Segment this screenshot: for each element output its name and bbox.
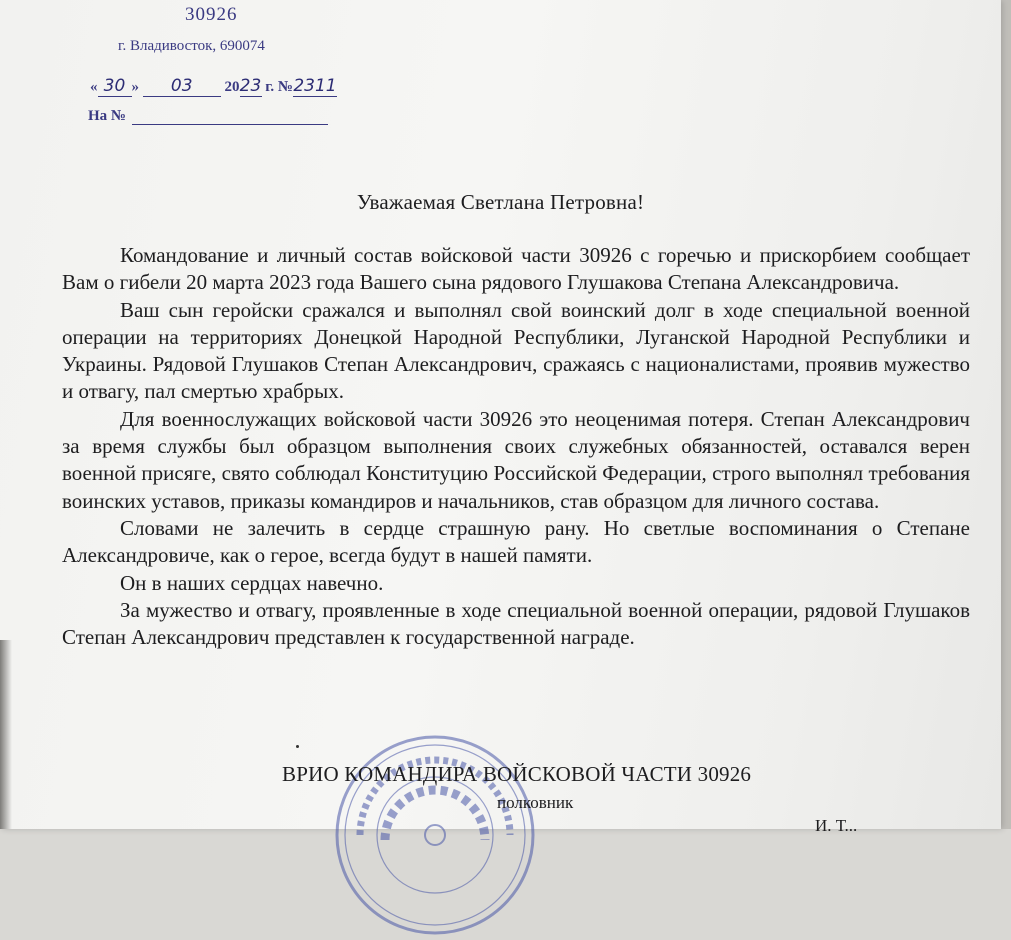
date-year-suffix: 23 xyxy=(239,76,262,96)
letter-greeting: Уважаемая Светлана Петровна! xyxy=(356,190,645,214)
signatory-rank: полковник xyxy=(497,793,574,812)
letterhead-date-line: « 30 » 03 2023 г. №2311 xyxy=(90,76,337,96)
outgoing-number: 2311 xyxy=(293,76,337,96)
body-paragraph: Ваш сын геройски сражался и выполнял свой воинский долг в ходе специальной военной операции на территориях Донецкой Народной Республики, Луганской Народной Республики и Украины. Рядовой Глушаков Степан Александрович, сражаясь с националистами, проявив мужество и отвагу, пал смертью храбрых. xyxy=(62,297,970,404)
letterhead-city: г. Владивосток, 690074 xyxy=(118,38,265,54)
letter-body xyxy=(62,242,970,651)
ink-dot xyxy=(296,745,299,748)
signatory-title: ВРИО КОМАНДИРА ВОЙСКОВОЙ ЧАСТИ 30926 xyxy=(282,762,752,786)
body-paragraph: Для военнослужащих войсковой части 30926 это неоценимая потеря. Степан Александрович за время службы был образцом выполнения своих служебных обязанностей, оставался верен военной присяге, свято соблюдал Конституцию Российской Федерации, строго выполнял требования воинских уставов, приказы командиров и начальников, став образцом для личного состава. xyxy=(62,406,970,513)
ref-blank-line xyxy=(132,110,328,125)
letterhead-ref-line xyxy=(88,108,328,125)
signatory-name: И. Т... xyxy=(815,816,858,835)
body-paragraph: Командование и личный состав войсковой части 30926 с горечью и прискорбием сообщает Вам о гибели 20 марта 2023 года Вашего сына рядового Глушакова Степана Александровича. xyxy=(62,243,970,295)
date-day: 30 xyxy=(98,76,132,97)
letterhead-unit-number: 30926 xyxy=(185,4,238,25)
date-year-prefix: 20 xyxy=(224,79,240,95)
body-paragraph: За мужество и отвагу, проявленные в ходе специальной военной операции, рядовой Глушаков Степан Александрович представлен к государственной награде. xyxy=(62,597,970,650)
date-month: 03 xyxy=(143,76,221,97)
outgoing-number-label: № xyxy=(277,79,293,95)
body-paragraph: Словами не залечить в сердце страшную рану. Но светлые воспоминания о Степане Александровиче, как о герое, всегда будут в нашей памяти. xyxy=(62,515,970,568)
page-edge-shadow xyxy=(0,640,12,829)
body-paragraph: Он в наших сердцах навечно. xyxy=(120,570,384,595)
ref-label: На № xyxy=(88,108,126,124)
